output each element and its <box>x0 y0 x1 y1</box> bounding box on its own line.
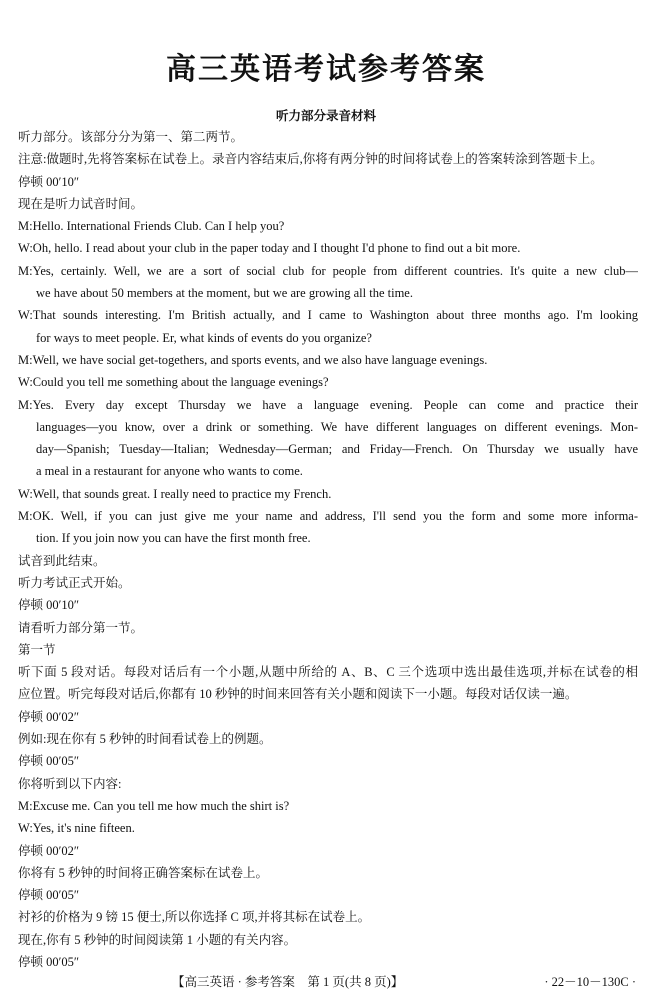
text-line: 请看听力部分第一节。 <box>18 620 144 635</box>
text-line: M:Well, we have social get-togethers, and sports events, and we also have language evenings. <box>18 352 488 367</box>
text-line: 停顿 00′02″ <box>18 709 80 724</box>
text-line: W:That sounds interesting. I'm British actually, and I came to Washington about three months ago. I'm looking <box>18 308 638 323</box>
text-line: 停顿 00′02″ <box>18 843 80 858</box>
text-line: 你将听到以下内容: <box>18 776 122 791</box>
text-line: 停顿 00′05″ <box>18 888 80 903</box>
text-line: M:Excuse me. Can you tell me how much the shirt is? <box>18 798 290 813</box>
footer-code: · 22－10－130C · <box>544 975 636 989</box>
text-line: 现在,你有 5 秒钟的时间阅读第 1 小题的有关内容。 <box>18 932 297 947</box>
text-line: languages—you know, over a drink or something. We have different languages on different evenings. Mon- <box>36 419 638 434</box>
text-line: 听下面 5 段对话。每段对话后有一个小题,从题中所给的 A、B、C 三个选项中选出最佳选项,并标在试卷的相 <box>18 665 638 680</box>
text-line: W:Well, that sounds great. I really need to practice my French. <box>18 486 332 501</box>
footer-page-info: 【高三英语 · 参考答案 第 1 页(共 8 页)】 <box>172 975 404 989</box>
text-line: for ways to meet people. Er, what kinds of events do you organize? <box>36 330 372 345</box>
text-line: 听力考试正式开始。 <box>18 575 131 590</box>
text-line: 注意:做题时,先将答案标在试卷上。录音内容结束后,你将有两分钟的时间将试卷上的答案转涂到答题卡上。 <box>18 152 603 167</box>
text-line: day—Spanish; Tuesday—Italian; Wednesday—German; and Friday—French. On Thursday we usually have <box>36 442 638 457</box>
text-line: 听力部分。该部分分为第一、第二两节。 <box>18 130 244 144</box>
text-line: 应位置。听完每段对话后,你都有 10 秒钟的时间来回答有关小题和阅读下一小题。每段对话仅读一遍。 <box>18 687 578 702</box>
text-line: 试音到此结束。 <box>18 553 106 568</box>
text-line: 停顿 00′10″ <box>18 598 80 613</box>
text-line: M:OK. Well, if you can just give me your name and address, I'll send you the form and some more informa- <box>18 509 638 524</box>
text-line: M:Yes, certainly. Well, we are a sort of social club for people from different countries. It's quite a new club— <box>18 263 638 278</box>
text-line: 现在是听力试音时间。 <box>18 196 144 211</box>
text-line: W:Oh, hello. I read about your club in the paper today and I thought I'd phone to find out a bit more. <box>18 241 521 256</box>
text-line: a meal in a restaurant for anyone who wants to come. <box>36 464 303 479</box>
text-line: 停顿 00′10″ <box>18 174 80 189</box>
text-line: W:Could you tell me something about the language evenings? <box>18 375 329 390</box>
text-line: 停顿 00′05″ <box>18 754 80 769</box>
text-line: 停顿 00′05″ <box>18 954 80 969</box>
text-line: tion. If you join now you can have the first month free. <box>36 531 311 546</box>
text-line: we have about 50 members at the moment, but we are growing all the time. <box>36 286 413 301</box>
page-footer <box>0 972 652 992</box>
text-line: M:Hello. International Friends Club. Can I help you? <box>18 219 285 234</box>
text-line: 第一节 <box>18 642 56 657</box>
text-line: 你将有 5 秒钟的时间将正确答案标在试卷上。 <box>18 865 269 880</box>
page-title: 高三英语考试参考答案 <box>166 52 486 87</box>
text-line: M:Yes. Every day except Thursday we have a language evening. People can come and practice their <box>18 397 638 412</box>
text-line: 衬衫的价格为 9 镑 15 便士,所以你选择 C 项,并将其标在试卷上。 <box>18 910 371 925</box>
text-line: 例如:现在你有 5 秒钟的时间看试卷上的例题。 <box>18 732 272 747</box>
transcript-body <box>18 126 638 973</box>
text-line: W:Yes, it's nine fifteen. <box>18 821 135 836</box>
section-subtitle: 听力部分录音材料 <box>275 108 376 123</box>
